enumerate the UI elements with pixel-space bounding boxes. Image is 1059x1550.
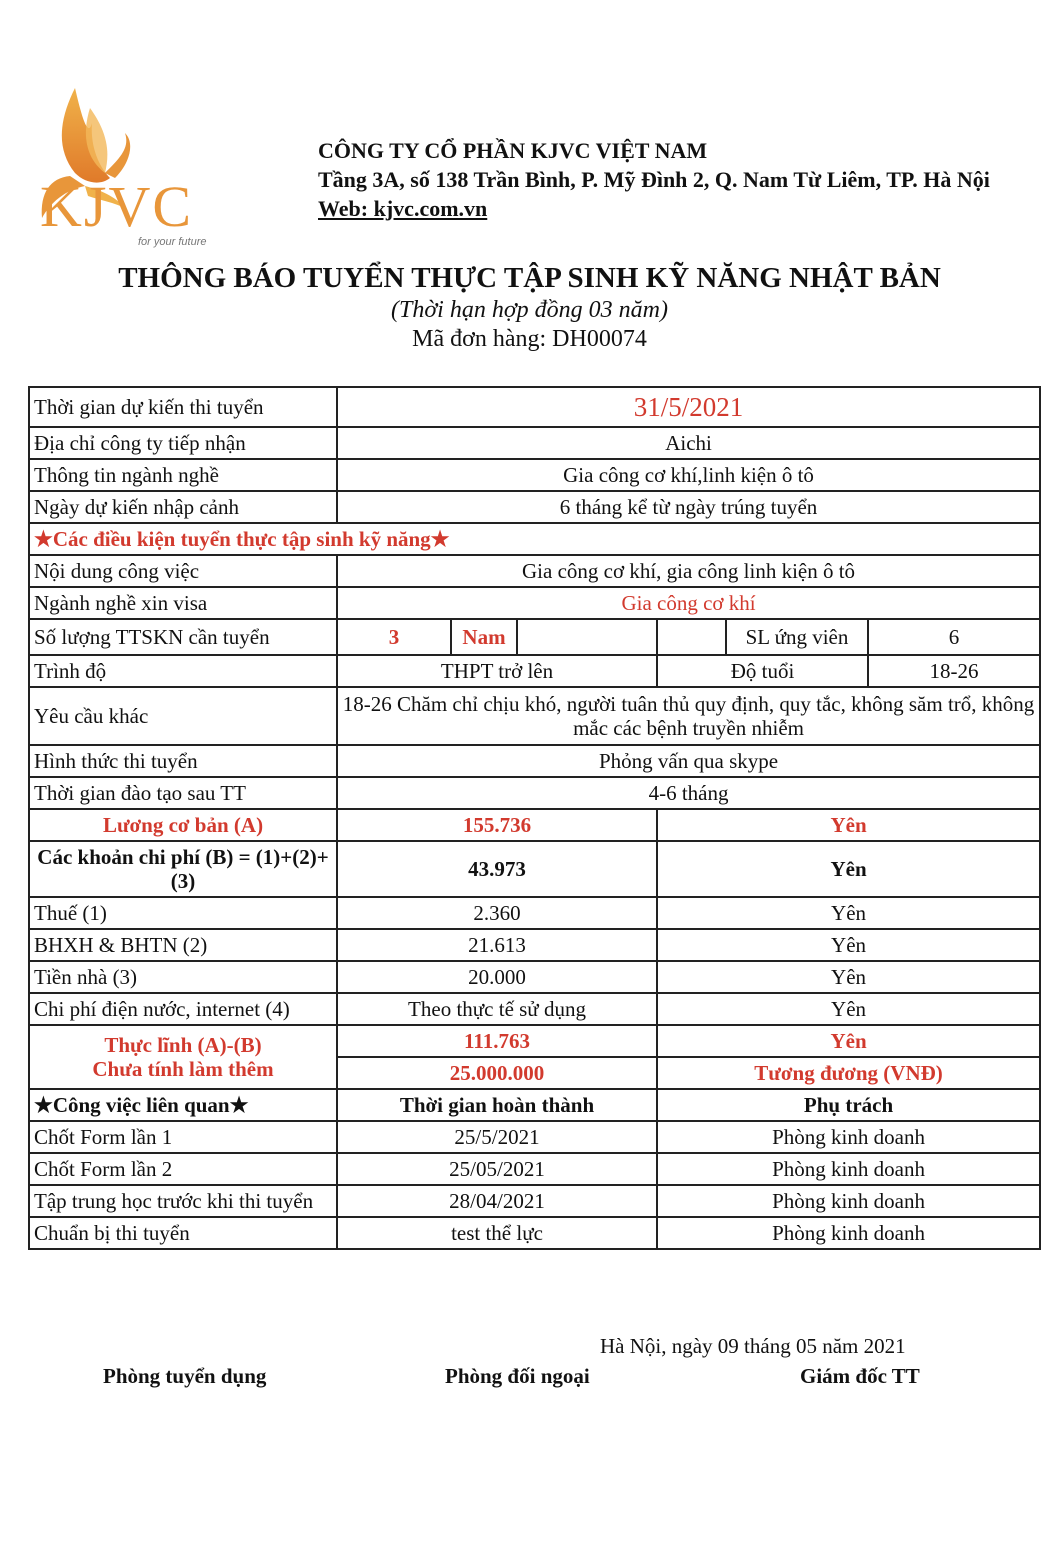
row-label: Thuế (1): [29, 897, 337, 929]
quantity-gender: Nam: [451, 619, 517, 655]
table-row: [29, 1217, 1040, 1249]
row-value: Theo thực tế sử dụng: [337, 993, 657, 1025]
net-value-yen: 111.763: [337, 1025, 657, 1057]
task-name: Chốt Form lần 1: [29, 1121, 337, 1153]
row-unit: Yên: [657, 993, 1040, 1025]
row-label: Số lượng TTSKN cần tuyển: [29, 619, 337, 655]
candidates-value: 6: [868, 619, 1040, 655]
table-row: [29, 523, 1040, 555]
task-owner: Phòng kinh doanh: [657, 1217, 1040, 1249]
table-row: [29, 993, 1040, 1025]
document-subtitle: (Thời hạn hợp đồng 03 năm): [391, 297, 668, 323]
row-label: BHXH & BHTN (2): [29, 929, 337, 961]
table-row: [29, 1121, 1040, 1153]
row-label: Yêu cầu khác: [29, 687, 337, 745]
table-row: [29, 1185, 1040, 1217]
task-time: test thể lực: [337, 1217, 657, 1249]
conditions-header: ★Các điều kiện tuyển thực tập sinh kỹ năng★: [29, 523, 1040, 555]
company-address: Tầng 3A, số 138 Trần Bình, P. Mỹ Đình 2, Q. Nam Từ Liêm, TP. Hà Nội: [318, 167, 990, 192]
task-owner: Phòng kinh doanh: [657, 1153, 1040, 1185]
table-row: [29, 655, 1040, 687]
task-time: 25/5/2021: [337, 1121, 657, 1153]
row-unit: Yên: [657, 961, 1040, 993]
table-row: [29, 459, 1040, 491]
net-label-line2: Chưa tính làm thêm: [92, 1057, 274, 1081]
company-name: CÔNG TY CỔ PHẦN KJVC VIỆT NAM: [318, 138, 708, 163]
row-label: Trình độ: [29, 655, 337, 687]
row-label: Thông tin ngành nghề: [29, 459, 337, 491]
table-row: [29, 961, 1040, 993]
row-value: Gia công cơ khí, gia công linh kiện ô tô: [337, 555, 1040, 587]
row-label: Ngày dự kiến nhập cảnh: [29, 491, 337, 523]
row-value: Aichi: [337, 427, 1040, 459]
tasks-header-owner: Phụ trách: [657, 1089, 1040, 1121]
row-value: 21.613: [337, 929, 657, 961]
row-value: 20.000: [337, 961, 657, 993]
task-owner: Phòng kinh doanh: [657, 1121, 1040, 1153]
tasks-header-time: Thời gian hoàn thành: [337, 1089, 657, 1121]
table-row: [29, 555, 1040, 587]
row-value: 18-26 Chăm chỉ chịu khó, người tuân thủ quy định, quy tắc, không săm trổ, không mắc các bệnh truyền nhiễm: [337, 687, 1040, 745]
row-label: Ngành nghề xin visa: [29, 587, 337, 619]
net-label: [29, 1025, 337, 1089]
salary-label: Lương cơ bản (A): [29, 809, 337, 841]
company-web[interactable]: Web: kjvc.com.vn: [318, 196, 488, 221]
education-value: THPT trở lên: [337, 655, 657, 687]
row-value: Gia công cơ khí: [337, 587, 1040, 619]
table-row: [29, 427, 1040, 459]
empty-cell: [657, 619, 726, 655]
row-label: Tiền nhà (3): [29, 961, 337, 993]
logo-tagline: for your future: [138, 236, 207, 248]
footer-date: Hà Nội, ngày 09 tháng 05 năm 2021: [600, 1334, 906, 1358]
table-row: [29, 1089, 1040, 1121]
row-label: Thời gian dự kiến thi tuyển: [29, 387, 337, 427]
table-row: [29, 1025, 1040, 1057]
exam-date: 31/5/2021: [337, 387, 1040, 427]
costs-label: Các khoản chi phí (B) = (1)+(2)+(3): [29, 841, 337, 897]
row-value: 6 tháng kể từ ngày trúng tuyển: [337, 491, 1040, 523]
salary-value: 155.736: [337, 809, 657, 841]
row-unit: Yên: [657, 897, 1040, 929]
signature-director: Giám đốc TT: [800, 1364, 920, 1388]
recruitment-table: [28, 386, 1041, 1250]
table-row: [29, 745, 1040, 777]
empty-cell: [517, 619, 657, 655]
row-label: Địa chỉ công ty tiếp nhận: [29, 427, 337, 459]
salary-unit: Yên: [657, 809, 1040, 841]
row-value: 4-6 tháng: [337, 777, 1040, 809]
logo-text: KJVC: [40, 174, 194, 239]
table-row: [29, 619, 1040, 655]
row-value: Phỏng vấn qua skype: [337, 745, 1040, 777]
table-row: [29, 491, 1040, 523]
row-value: Gia công cơ khí,linh kiện ô tô: [337, 459, 1040, 491]
row-label: Nội dung công việc: [29, 555, 337, 587]
task-name: Chốt Form lần 2: [29, 1153, 337, 1185]
candidates-label: SL ứng viên: [726, 619, 868, 655]
net-unit-yen: Yên: [657, 1025, 1040, 1057]
row-label: Chi phí điện nước, internet (4): [29, 993, 337, 1025]
row-unit: Yên: [657, 929, 1040, 961]
task-time: 28/04/2021: [337, 1185, 657, 1217]
row-label: Hình thức thi tuyển: [29, 745, 337, 777]
task-name: Tập trung học trước khi thi tuyển: [29, 1185, 337, 1217]
table-row: [29, 809, 1040, 841]
task-owner: Phòng kinh doanh: [657, 1185, 1040, 1217]
document-title: THÔNG BÁO TUYỂN THỰC TẬP SINH KỸ NĂNG NHẬT BẢN: [118, 262, 941, 294]
task-name: Chuẩn bị thi tuyển: [29, 1217, 337, 1249]
quantity-count: 3: [337, 619, 451, 655]
table-row: [29, 687, 1040, 745]
table-row: [29, 897, 1040, 929]
tasks-header-task: ★Công việc liên quan★: [29, 1089, 337, 1121]
row-value: 2.360: [337, 897, 657, 929]
signature-external: Phòng đối ngoại: [445, 1364, 590, 1388]
table-row: [29, 387, 1040, 427]
order-code: Mã đơn hàng: DH00074: [412, 326, 647, 352]
task-time: 25/05/2021: [337, 1153, 657, 1185]
net-unit-vnd: Tương đương (VNĐ): [657, 1057, 1040, 1089]
costs-unit: Yên: [657, 841, 1040, 897]
table-row: [29, 841, 1040, 897]
signature-recruitment: Phòng tuyển dụng: [103, 1364, 267, 1388]
costs-value: 43.973: [337, 841, 657, 897]
net-label-line1: Thực lĩnh (A)-(B): [104, 1033, 262, 1057]
table-row: [29, 929, 1040, 961]
net-value-vnd: 25.000.000: [337, 1057, 657, 1089]
company-info: [318, 136, 990, 223]
table-row: [29, 777, 1040, 809]
age-value: 18-26: [868, 655, 1040, 687]
table-row: [29, 587, 1040, 619]
table-row: [29, 1153, 1040, 1185]
age-label: Độ tuổi: [657, 655, 868, 687]
row-label: Thời gian đào tạo sau TT: [29, 777, 337, 809]
